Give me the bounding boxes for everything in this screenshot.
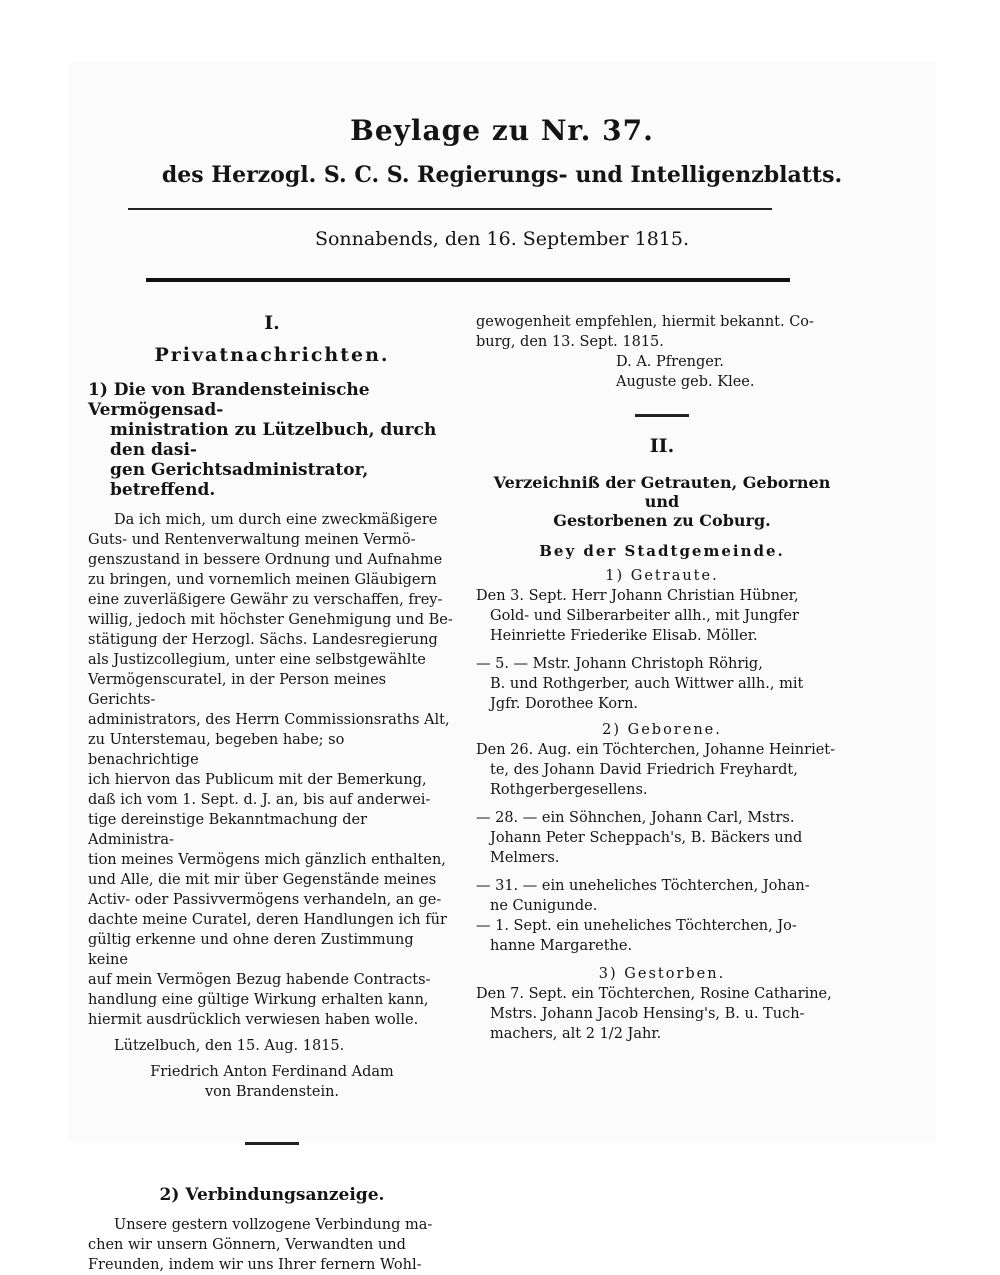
notice-1-heading (88, 380, 456, 500)
category-born: 2) Geborene. (602, 722, 722, 738)
heading-line: ministration zu Lützelbuch, durch den dasi- (110, 420, 437, 460)
text-line: Gold- und Silberarbeiter allh., mit Jungfer (490, 608, 799, 624)
text-line: Jgfr. Dorothee Korn. (490, 696, 639, 712)
text-line: Vermögenscuratel, in der Person meines Gerichts- (88, 672, 387, 708)
text-line: burg, den 13. Sept. 1815. (476, 334, 664, 350)
category-died: 3) Gestorben. (598, 966, 726, 982)
text-line: und Alle, die mit mir über Gegenstände meines (88, 872, 437, 888)
text-line: Den 26. Aug. ein Töchterchen, Johanne Heinriet- (476, 742, 836, 758)
section-divider (245, 1142, 299, 1145)
text-line: als Justizcollegium, unter eine selbstgewählte (88, 652, 426, 668)
text-line: ne Cunigunde. (490, 898, 598, 914)
text-line: zu bringen, und vornemlich meinen Gläubigern (88, 572, 437, 588)
text-line: chen wir unsern Gönnern, Verwandten und (88, 1237, 406, 1253)
notice-1-place-date: Lützelbuch, den 15. Aug. 1815. (114, 1038, 345, 1054)
text-line: hiermit ausdrücklich verwiesen haben wolle. (88, 1012, 419, 1028)
text-line: Melmers. (490, 850, 560, 866)
text-line: Rothgerbergesellens. (490, 782, 648, 798)
signature-line: Friedrich Anton Ferdinand Adam (150, 1064, 394, 1080)
heading-line: Verzeichniß der Getrauten, Gebornen und (493, 473, 831, 511)
heading-line: 1) Die von Brandensteinische Vermögensad- (88, 380, 370, 420)
birth-entry (476, 916, 848, 956)
text-line: zu Unterstemau, begeben habe; so benachrichtige (88, 732, 345, 768)
text-line: eine zuverläßigere Gewähr zu verschaffen, frey- (88, 592, 443, 608)
text-line: Den 7. Sept. ein Töchterchen, Rosine Catharine, (476, 986, 832, 1002)
text-line: stätigung der Herzogl. Sächs. Landesregierung (88, 632, 438, 648)
text-line: Den 3. Sept. Herr Johann Christian Hübner, (476, 588, 799, 604)
text-line: tige dereinstige Bekanntmachung der Administra- (88, 812, 368, 848)
text-line: dachte meine Curatel, deren Handlungen ich für (88, 912, 447, 928)
text-line: handlung eine gültige Wirkung erhalten kann, (88, 992, 429, 1008)
death-entry (476, 984, 848, 1044)
text-line: ich hiervon das Publicum mit der Bemerkung, (88, 772, 427, 788)
text-line: Activ- oder Passivvermögens verhandeln, an ge- (88, 892, 442, 908)
dateline: Sonnabends, den 16. September 1815. (314, 228, 690, 250)
married-entry (476, 586, 848, 646)
text-line: gewogenheit empfehlen, hiermit bekannt. Co- (476, 314, 814, 330)
birth-entry (476, 808, 848, 868)
text-line: — 1. Sept. ein uneheliches Töchterchen, Jo- (476, 918, 797, 934)
text-line: genszustand in bessere Ordnung und Aufnahme (88, 552, 443, 568)
text-line: auf mein Vermögen Bezug habende Contracts- (88, 972, 431, 988)
text-line: gültig erkenne und ohne deren Zustimmung keine (88, 932, 414, 968)
page-subtitle: des Herzogl. S. C. S. Regierungs- und Intelligenzblatts. (161, 162, 843, 188)
birth-entry (476, 740, 848, 800)
text-line: daß ich vom 1. Sept. d. J. an, bis auf anderwei- (88, 792, 431, 808)
page-title: Beylage zu Nr. 37. (350, 114, 654, 147)
text-line: te, des Johann David Friedrich Freyhardt, (490, 762, 798, 778)
text-line: Guts- und Rentenverwaltung meinen Vermö- (88, 532, 416, 548)
birth-entry (476, 876, 848, 916)
text-line: administrators, des Herrn Commissionsraths Alt, (88, 712, 450, 728)
notice-1-signature (88, 1062, 456, 1102)
signature-line: von Brandenstein. (204, 1084, 340, 1100)
text-line: hanne Margarethe. (490, 938, 633, 954)
category-married: 1) Getraute. (605, 568, 719, 584)
newspaper-page (68, 62, 936, 1273)
text-line: tion meines Vermögens mich gänzlich enthalten, (88, 852, 446, 868)
header-thick-rule (146, 278, 790, 282)
text-line: — 5. — Mstr. Johann Christoph Röhrig, (476, 656, 763, 672)
text-line: Unsere gestern vollzogene Verbindung ma- (114, 1217, 433, 1233)
married-entry (476, 654, 848, 714)
section-number-2: II. (649, 435, 675, 457)
signature-line: Auguste geb. Klee. (616, 374, 755, 390)
notice-1-body (88, 510, 456, 1030)
text-line: — 28. — ein Söhnchen, Johann Carl, Mstrs. (476, 810, 795, 826)
text-line: Da ich mich, um durch eine zweckmäßigere (114, 512, 438, 528)
section-title-private-news: Privatnachrichten. (154, 344, 390, 366)
text-line: Freunden, indem wir uns Ihrer fernern Wohl- (88, 1257, 422, 1273)
text-line: — 31. — ein uneheliches Töchterchen, Johan- (476, 878, 810, 894)
text-line: Heinriette Friederike Elisab. Möller. (490, 628, 758, 644)
heading-line: gen Gerichtsadministrator, betreffend. (110, 460, 369, 500)
notice-2-body (88, 1215, 456, 1275)
notice-2-heading: 2) Verbindungsanzeige. (159, 1185, 385, 1205)
section-number-1: I. (264, 312, 280, 334)
text-line: B. und Rothgerber, auch Wittwer allh., mit (490, 676, 804, 692)
heading-line: Gestorbenen zu Coburg. (553, 511, 771, 530)
text-line: Johann Peter Scheppach's, B. Bäckers und (490, 830, 803, 846)
text-line: machers, alt 2 1/2 Jahr. (490, 1026, 662, 1042)
notice-2-continuation (476, 312, 848, 392)
section-divider (635, 414, 689, 417)
signature-line: D. A. Pfrenger. (616, 354, 724, 370)
header-rule (128, 208, 772, 210)
right-column (476, 312, 848, 1044)
register-subheading: Bey der Stadtgemeinde. (539, 542, 785, 560)
left-column (88, 302, 456, 1275)
text-line: Mstrs. Johann Jacob Hensing's, B. u. Tuch- (490, 1006, 805, 1022)
register-heading (476, 473, 848, 530)
text-line: willig, jedoch mit höchster Genehmigung und Be- (88, 612, 453, 628)
